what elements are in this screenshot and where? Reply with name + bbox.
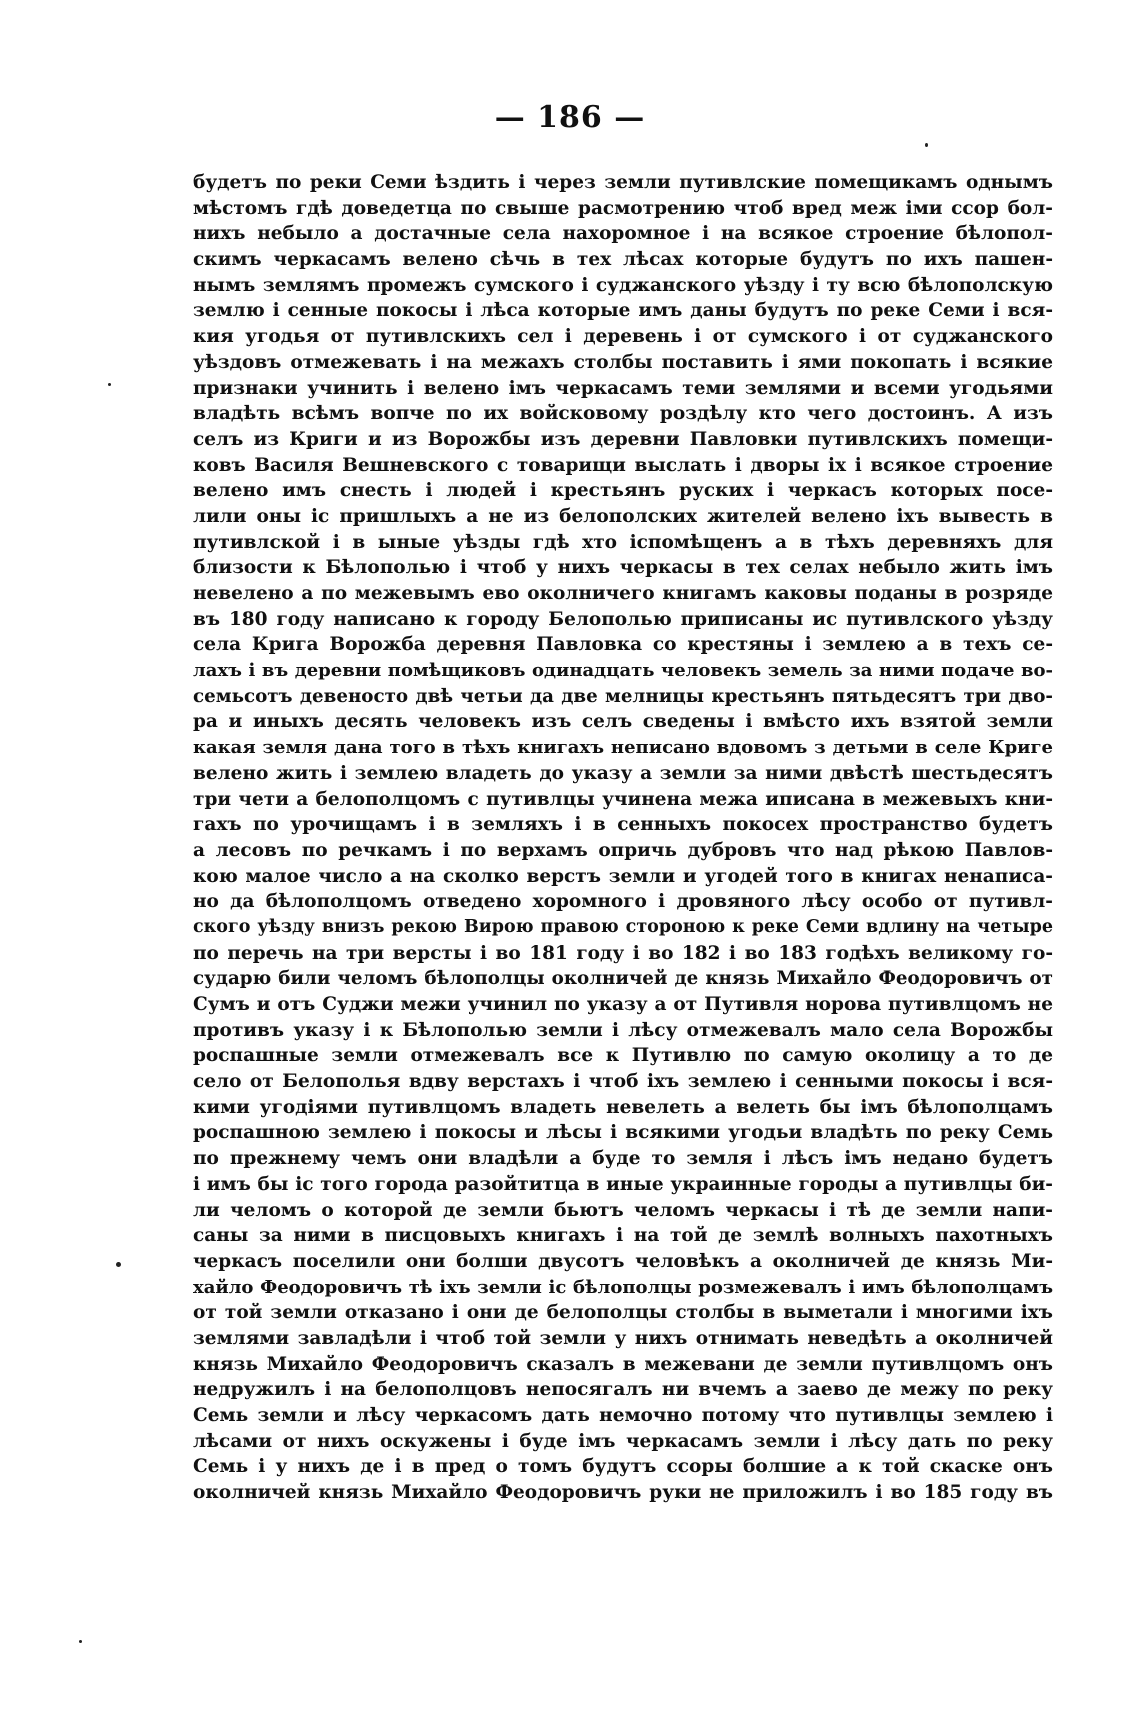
margin-speck (925, 143, 928, 147)
text-line: гахъ по урочищамъ і в земляхъ і в сенныхъ покосех пространство будетъ (193, 814, 1053, 836)
text-line: кими угодіями путивлцомъ владеть невелеть а велеть бы імъ бѣлополцамъ (193, 1096, 1053, 1118)
text-line: хайло Феодоровичъ тѣ іхъ земли іс бѣлополцы розмежевалъ і имъ бѣлополцамъ (193, 1276, 1053, 1298)
text-line: противъ указу і к Бѣлополью земли і лѣсу отмежевалъ мало села Ворожбы (193, 1019, 1053, 1041)
text-line: лили оны іс пришлыхъ а не из белополских жителей велено іхъ вывесть в (193, 505, 1053, 527)
text-line: по прежнему чемъ они владѣли а буде то земля і лѣсъ імъ недано будетъ (193, 1148, 1053, 1170)
text-line: князь Михайло Феодоровичъ сказалъ в межевани де земли путивлцомъ онъ (193, 1353, 1053, 1375)
text-line: признаки учинить і велено імъ черкасамъ теми землями и всеми угодьями (193, 377, 1053, 399)
text-line: ра и иныхъ десять человекъ изъ селъ сведены і вмѣсто ихъ взятой земли (193, 711, 1053, 733)
text-line: нымъ землямъ промежъ сумского і суджанского уѣзду і ту всю бѣлополскую (193, 274, 1053, 296)
text-line: путивлской і в ыные уѣзды гдѣ хто іспомѣщенъ а в тѣхъ деревняхъ для (193, 531, 1053, 553)
text-line: селъ из Криги и из Ворожбы изъ деревни Павловки путивлскихъ помещи- (193, 428, 1053, 450)
text-line: недружилъ і на белополцовъ непосягалъ ни вчемъ а заево де межу по реку (193, 1379, 1053, 1401)
text-line: ковъ Василя Вешневского с товарищи выслать і дворы іх і всякое строение (193, 454, 1053, 476)
text-line: Семь земли и лѣсу черкасомъ дать немочно потому что путивлцы землею і (193, 1405, 1053, 1426)
text-line: владѣть всѣмъ вопче по их войсковому роздѣлу кто чего достоинъ. А изъ (193, 403, 1053, 425)
text-line: роспашною землею і покосы и лѣсы і всякими угодьи владѣть по реку Семь (193, 1122, 1053, 1144)
text-line: ли челомъ о которой де земли бьютъ челомъ черкасы і тѣ де земли напи- (193, 1199, 1053, 1221)
text-line: саны за ними в писцовыхъ книгахъ і на той де землѣ волныхъ пахотныхъ (193, 1225, 1053, 1247)
margin-speck (108, 383, 111, 386)
text-line: невелено а по межевымъ ево околничего книгамъ каковы поданы в розряде (193, 583, 1053, 604)
text-line: ского уѣзду внизъ рекою Вирою правою стороною к реке Семи вдлину на четыре (193, 916, 1053, 937)
text-line: землями завладѣли і чтоб той земли у нихъ отнимать неведѣть а околничей (193, 1327, 1053, 1349)
text-line: по перечь на три версты і во 181 году і во 182 і во 183 годѣхъ великому го- (193, 942, 1053, 964)
text-line: въ 180 году написано к городу Белополью приписаны ис путивлского уѣзду (193, 608, 1053, 630)
text-line: Сумъ и отъ Суджи межи учинил по указу а от Путивля норова путивлцомъ не (193, 994, 1053, 1015)
text-line: мѣстомъ гдѣ доведетца по свыше расмотрению чтоб вред меж іми ссор бол- (193, 197, 1053, 219)
text-line: но да бѣлополцомъ отведено хоромного і дровяного лѣсу особо от путивл- (193, 891, 1053, 913)
text-line: сударю били челомъ бѣлополцы околничей де князь Михайло Феодоровичъ от (193, 968, 1053, 990)
text-line: села Крига Ворожба деревня Павловка со крестяны і землею а в техъ се- (193, 634, 1053, 656)
page-number: — 186 — (494, 100, 646, 135)
text-line: село от Белополья вдву верстахъ і чтоб іхъ землею і сенными покосы і вся- (193, 1071, 1053, 1093)
text-line: кою малое число а на сколко верстъ земли и угодей того в книгах ненаписа- (193, 865, 1053, 887)
text-line: Семь і у нихъ де і в пред о томъ будутъ ссоры болшие а к той скаске онъ (193, 1456, 1053, 1478)
text-line: от той земли отказано і они де белополцы столбы в выметали і многими іхъ (193, 1302, 1053, 1324)
text-line: велено имъ снесть і людей і крестьянъ руских і черкасъ которых посе- (193, 480, 1053, 502)
text-line: черкасъ поселили они болши двусотъ человѣкъ а околничей де князь Ми- (193, 1250, 1053, 1272)
text-line: кия угодья от путивлскихъ сел і деревень і от сумского і от суджанского (193, 326, 1053, 348)
text-line: лѣсами от нихъ оскужены і буде імъ черкасамъ земли і лѣсу дать по реку (193, 1430, 1053, 1452)
text-line: семьсотъ девеносто двѣ четьи да две мелницы крестьянъ пятьдесятъ три дво- (193, 685, 1053, 707)
text-line: а лесовъ по речкамъ і по верхамъ опричь дубровъ что над рѣкою Павлов- (193, 839, 1053, 861)
text-line: какая земля дана того в тѣхъ книгахъ неписано вдовомъ з детьми в селе Криге (193, 737, 1053, 759)
margin-speck (79, 1640, 82, 1643)
text-line: будетъ по реки Семи ѣздить і через земли путивлские помещикамъ однымъ (193, 172, 1053, 193)
body-text (193, 170, 1053, 1506)
text-line: землю і сенные покосы і лѣса которые имъ даны будутъ по реке Семи і вся- (193, 300, 1053, 322)
text-line: околничей князь Михайло Феодоровичъ руки не приложилъ і во 185 году въ (193, 1482, 1053, 1504)
text-line: велено жить і землею владеть до указу а земли за ними двѣстѣ шестьдесятъ (193, 762, 1053, 784)
text-line: і имъ бы іс того города разойтитца в иные украинные городы а путивлцы би- (193, 1173, 1053, 1195)
text-line: нихъ небыло а достачные села нахоромное і на всякое строение бѣлопол- (193, 223, 1053, 245)
text-line: уѣздовъ отмежевать і на межахъ столбы поставить і ями покопать і всякие (193, 351, 1053, 373)
text-line: лахъ і въ деревни помѣщиковъ одинадцать человекъ земель за ними подаче во- (193, 660, 1053, 682)
margin-speck (116, 1262, 121, 1267)
text-line: три чети а белополцомъ с путивлцы учинена межа иписана в межевыхъ кни- (193, 788, 1053, 810)
text-line: скимъ черкасамъ велено сѣчь в тех лѣсах которые будутъ по ихъ пашен- (193, 249, 1053, 271)
text-line: близости к Бѣлополью і чтоб у нихъ черкасы в тех селах небыло жить імъ (193, 557, 1053, 579)
text-line: роспашные земли отмежевалъ все к Путивлю по самую околицу а то де (193, 1045, 1053, 1067)
